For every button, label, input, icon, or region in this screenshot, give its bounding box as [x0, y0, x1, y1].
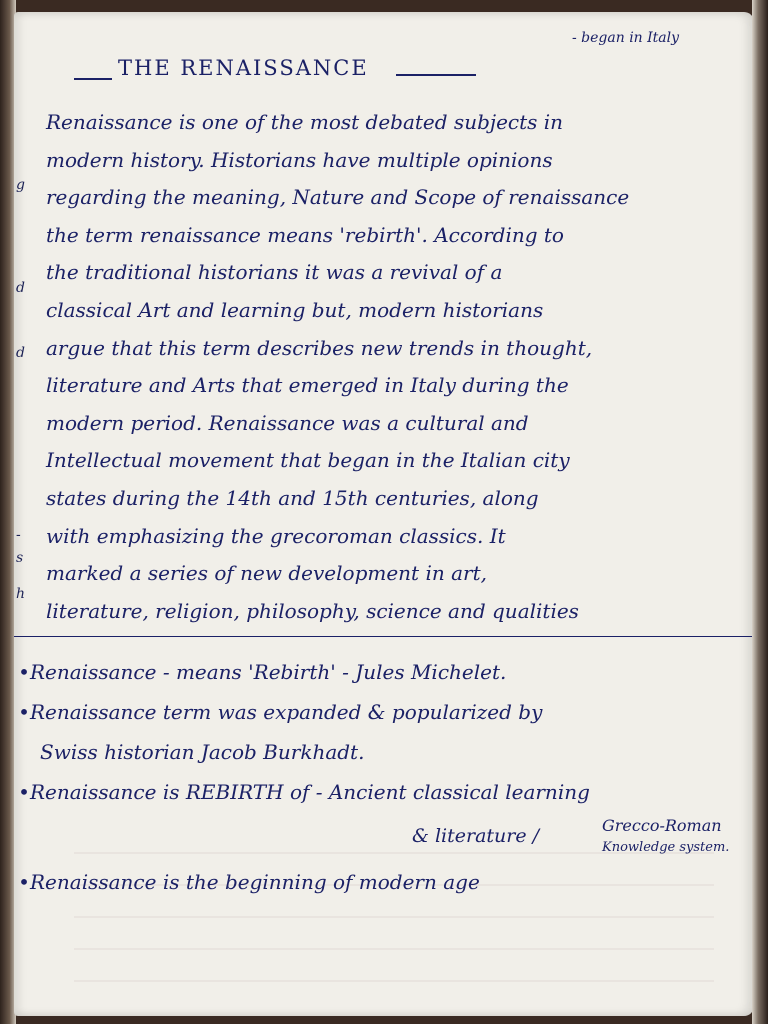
note-text: Renaissance - means 'Rebirth' - Jules Michelet.: [30, 660, 507, 684]
paragraph-line: the term renaissance means 'rebirth'. According to: [46, 222, 564, 247]
note-greco-block: [602, 816, 729, 858]
note-continuation: [18, 732, 738, 772]
corner-note: - began in Italy: [572, 30, 680, 46]
note-item: [18, 862, 738, 902]
page-edge: [752, 0, 768, 1024]
paragraph-line: the traditional historians it was a revival of a: [46, 260, 503, 285]
main-paragraph: [34, 104, 746, 630]
bullet-dot: •: [18, 700, 30, 724]
margin-mark: d: [16, 345, 25, 361]
notebook-page: [14, 12, 754, 1016]
note-text: Renaissance term was expanded & popularized by: [30, 700, 543, 724]
title-underline-left: [74, 78, 112, 80]
paragraph-line: modern period. Renaissance was a cultural and: [46, 410, 529, 435]
paragraph-line: regarding the meaning, Nature and Scope of renaissance: [46, 185, 630, 210]
bullet-dot: •: [18, 870, 30, 894]
paragraph-line: literature and Arts that emerged in Italy during the: [46, 373, 569, 398]
paragraph-line: literature, religion, philosophy, science and qualities: [46, 598, 579, 623]
note-text: & literature /: [412, 825, 540, 847]
note-text: Swiss historian Jacob Burkhadt.: [40, 740, 365, 764]
note-item: [18, 652, 738, 692]
paragraph-line: Renaissance is one of the most debated subjects in: [46, 110, 564, 134]
note-text: Grecco-Roman: [602, 816, 722, 835]
margin-mark: -: [16, 527, 21, 543]
bullet-dot: •: [18, 660, 30, 684]
bullet-notes: [18, 652, 738, 902]
note-item: [18, 772, 738, 812]
paragraph-line: marked a series of new development in art,: [46, 561, 487, 586]
margin-mark: d: [16, 280, 25, 296]
note-item: [18, 692, 738, 732]
page-title-row: [74, 50, 634, 84]
paragraph-line: argue that this term describes new trends in thought,: [46, 335, 593, 360]
note-text: Renaissance is the beginning of modern age: [30, 870, 480, 894]
margin-mark: g: [16, 177, 25, 193]
paragraph-line: Intellectual movement that began in the Italian city: [46, 448, 570, 473]
paragraph-line: classical Art and learning but, modern historians: [46, 297, 544, 322]
bullet-dot: •: [18, 780, 30, 804]
note-text: Renaissance is REBIRTH of - Ancient classical learning: [30, 780, 590, 804]
paragraph-line: with emphasizing the grecoroman classics. It: [46, 523, 506, 548]
margin-mark: h: [16, 586, 26, 602]
paragraph-line: states during the 14th and 15th centuries, along: [46, 485, 539, 510]
page-title: THE RENAISSANCE: [118, 56, 369, 80]
note-text: Knowledge system.: [602, 840, 730, 855]
note-continuation: [18, 812, 738, 862]
title-underline-right: [396, 74, 476, 76]
paragraph-line: modern history. Historians have multiple opinions: [46, 147, 553, 172]
margin-mark: s: [16, 550, 24, 566]
section-divider: [14, 636, 754, 637]
